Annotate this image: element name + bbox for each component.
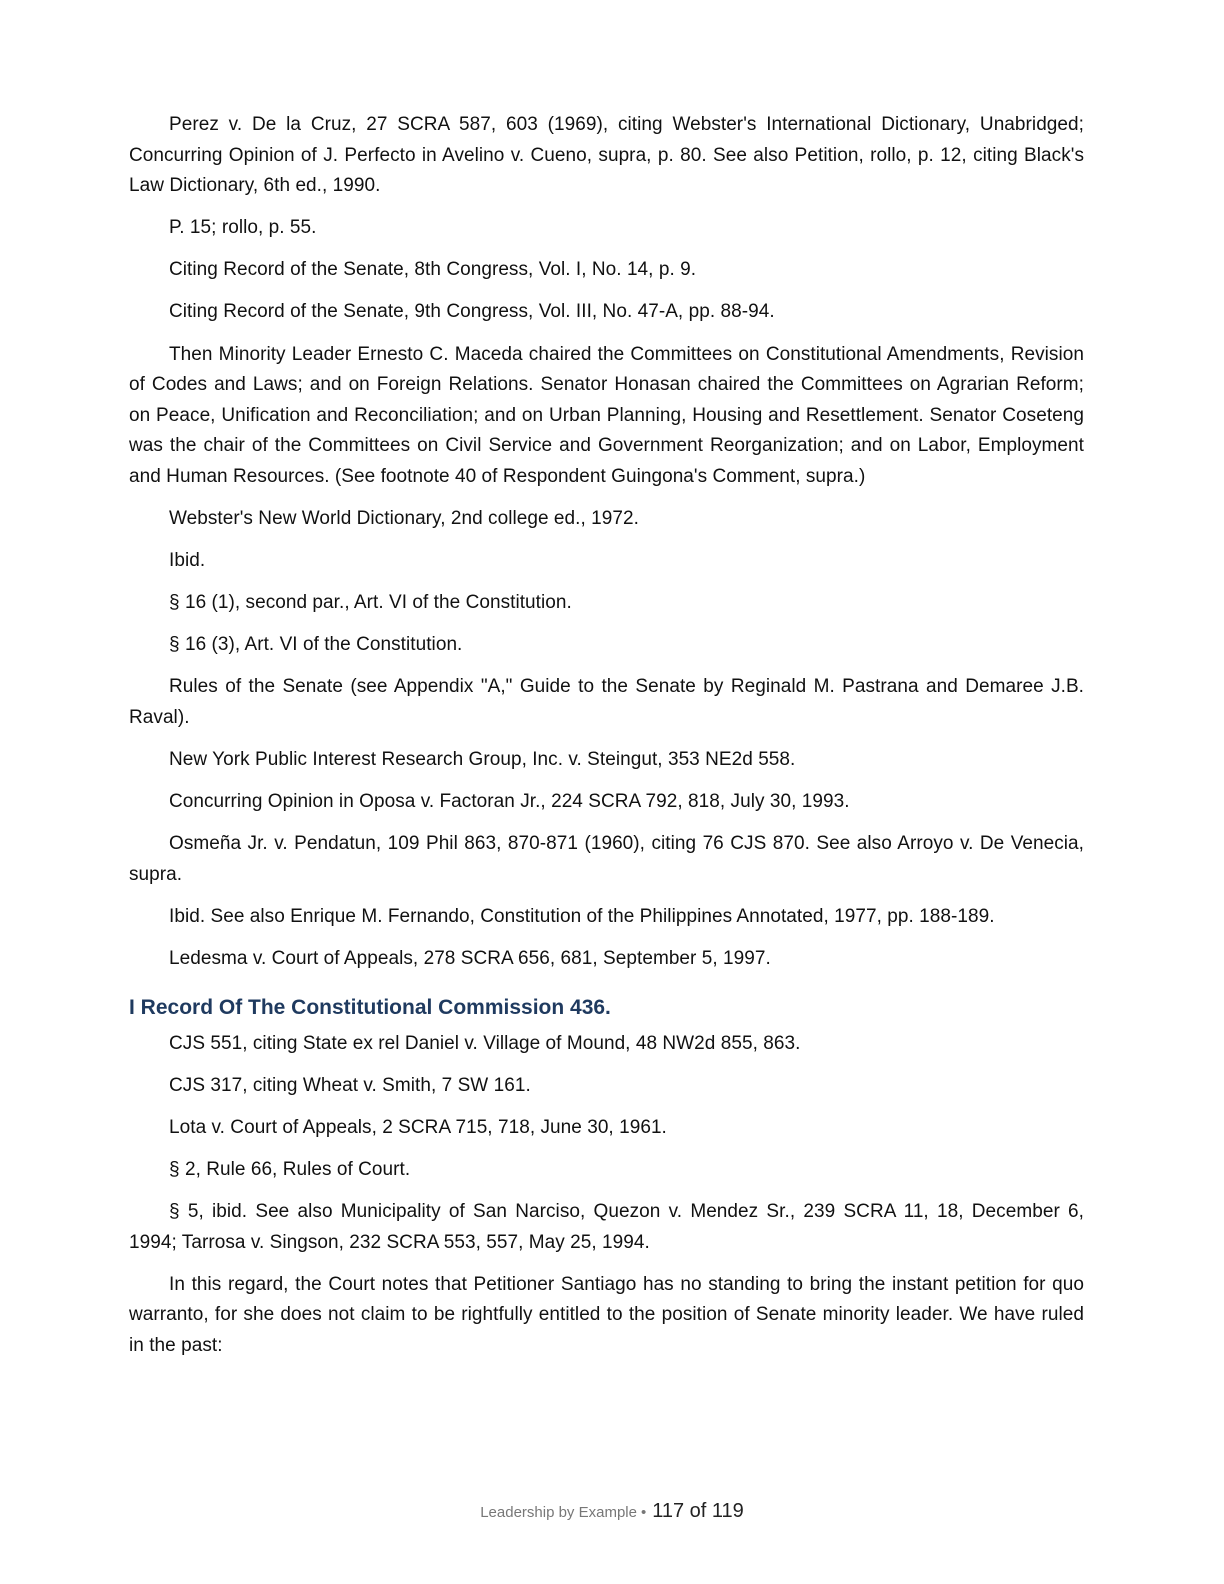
document-body (129, 110, 1084, 1373)
footnote-paragraph: Concurring Opinion in Oposa v. Factoran Jr., 224 SCRA 792, 818, July 30, 1993. (169, 791, 850, 813)
footnote-paragraph: Then Minority Leader Ernesto C. Maceda chaired the Committees on Constitutional Amendments, Revision of Codes and Laws; and on Foreign Relations. Senator Honasan chaired the Committees on Agrarian Reform; on Peace, Unification and Reconciliation; and on Urban Planning, Housing and Resettlement. Senator Coseteng was the chair of the Committees on Civil Service and Government Reorganization; and on Labor, Employment and Human Resources. (See footnote 40 of Respondent Guingona's Comment, supra.) (129, 343, 1084, 487)
footnote-paragraph: CJS 551, citing State ex rel Daniel v. Village of Mound, 48 NW2d 855, 863. (169, 1032, 801, 1054)
footnote-paragraph: Osmeña Jr. v. Pendatun, 109 Phil 863, 870-871 (1960), citing 76 CJS 870. See also Arroyo v. De Venecia, supra. (129, 833, 1084, 885)
page-footer (0, 1500, 1224, 1523)
footnote-paragraph: Perez v. De la Cruz, 27 SCRA 587, 603 (1969), citing Webster's International Dictionary, Unabridged; Concurring Opinion of J. Perfecto in Avelino v. Cueno, supra, p. 80. See also Petition, rollo, p. 12, citing Black's Law Dictionary, 6th ed., 1990. (129, 114, 1084, 197)
footnote-paragraph: Ledesma v. Court of Appeals, 278 SCRA 656, 681, September 5, 1997. (169, 948, 771, 970)
footnote-paragraph: Ibid. See also Enrique M. Fernando, Constitution of the Philippines Annotated, 1977, pp. 188-189. (169, 905, 995, 927)
footnote-paragraph: Lota v. Court of Appeals, 2 SCRA 715, 718, June 30, 1961. (169, 1116, 667, 1138)
footnote-paragraph: Ibid. (169, 550, 206, 572)
body-paragraph: In this regard, the Court notes that Petitioner Santiago has no standing to bring the instant petition for quo warranto, for she does not claim to be rightfully entitled to the position of Senate minority leader. We have ruled in the past: (129, 1273, 1084, 1356)
footnote-paragraph: Webster's New World Dictionary, 2nd college ed., 1972. (169, 508, 639, 530)
page-number: 117 of 119 (652, 1500, 744, 1522)
footer-book-title: Leadership by Example (480, 1504, 637, 1521)
footer-separator-icon: • (640, 1504, 647, 1521)
footnote-paragraph: New York Public Interest Research Group, Inc. v. Steingut, 353 NE2d 558. (169, 749, 796, 771)
footnote-paragraph: § 16 (1), second par., Art. VI of the Constitution. (169, 592, 572, 614)
footnote-paragraph: CJS 317, citing Wheat v. Smith, 7 SW 161. (169, 1074, 531, 1096)
footnote-paragraph: Citing Record of the Senate, 9th Congress, Vol. III, No. 47-A, pp. 88-94. (169, 301, 775, 323)
footnote-paragraph: Citing Record of the Senate, 8th Congress, Vol. I, No. 14, p. 9. (169, 259, 697, 281)
footnote-paragraph: § 16 (3), Art. VI of the Constitution. (169, 634, 463, 656)
footnote-paragraph: § 2, Rule 66, Rules of Court. (169, 1158, 411, 1180)
section-heading: I Record Of The Constitutional Commission 436. (129, 995, 611, 1019)
footnote-paragraph: P. 15; rollo, p. 55. (169, 217, 317, 239)
footnote-paragraph: Rules of the Senate (see Appendix "A," Guide to the Senate by Reginald M. Pastrana and Demaree J.B. Raval). (129, 676, 1084, 728)
footnote-paragraph: § 5, ibid. See also Municipality of San Narciso, Quezon v. Mendez Sr., 239 SCRA 11, 18, December 6, 1994; Tarrosa v. Singson, 232 SCRA 553, 557, May 25, 1994. (129, 1201, 1084, 1253)
